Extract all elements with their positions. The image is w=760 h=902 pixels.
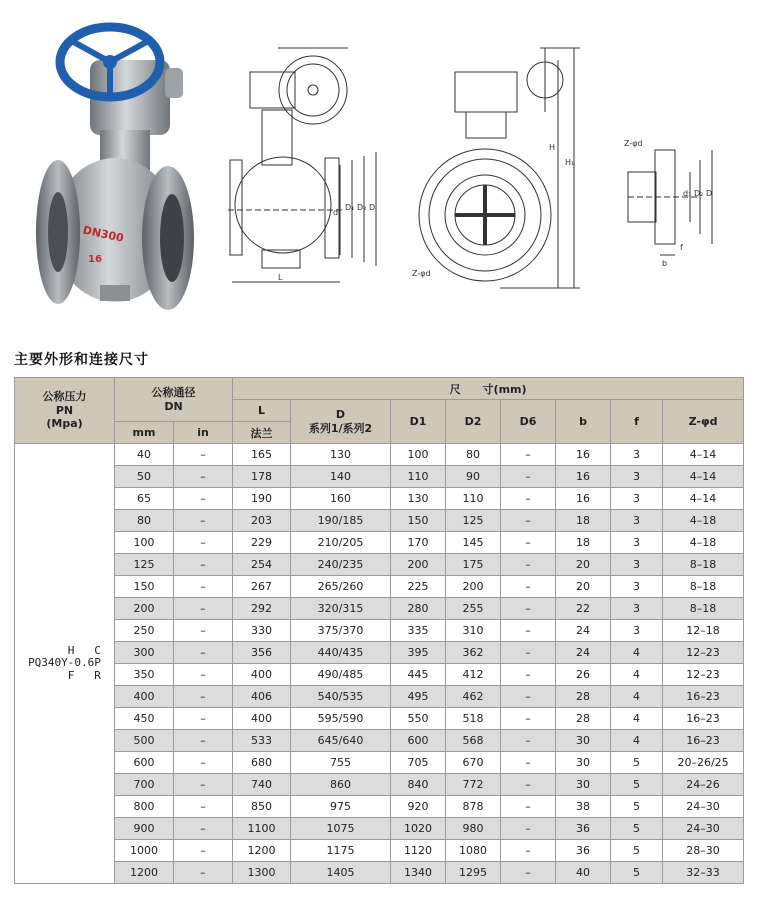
cell-d6: – — [501, 818, 556, 840]
cell-f: 3 — [611, 510, 663, 532]
cell-mm: 800 — [115, 796, 174, 818]
cell-l: 292 — [233, 598, 291, 620]
cell-in: – — [174, 642, 233, 664]
cell-d1: 705 — [391, 752, 446, 774]
model-line: PQ340Y-0.6P — [28, 656, 101, 670]
cell-l: 229 — [233, 532, 291, 554]
cell-mm: 900 — [115, 818, 174, 840]
cell-d: 860 — [291, 774, 391, 796]
cell-d1: 335 — [391, 620, 446, 642]
cell-d2: 1295 — [446, 862, 501, 884]
cell-z: 8–18 — [663, 598, 744, 620]
table-row — [15, 466, 744, 488]
cell-d6: – — [501, 730, 556, 752]
cell-mm: 350 — [115, 664, 174, 686]
cell-f: 3 — [611, 576, 663, 598]
cell-l: 533 — [233, 730, 291, 752]
cell-z: 20–26/25 — [663, 752, 744, 774]
cell-d6: – — [501, 576, 556, 598]
cell-l: 203 — [233, 510, 291, 532]
header-D2: D2 — [446, 400, 501, 444]
header-dn-mm: mm — [115, 422, 174, 444]
cell-mm: 1200 — [115, 862, 174, 884]
cell-z: 12–23 — [663, 664, 744, 686]
cell-l: 1200 — [233, 840, 291, 862]
cell-f: 5 — [611, 818, 663, 840]
cell-d6: – — [501, 774, 556, 796]
cell-z: 16–23 — [663, 708, 744, 730]
cell-z: 16–23 — [663, 686, 744, 708]
cell-d: 1175 — [291, 840, 391, 862]
cell-f: 4 — [611, 708, 663, 730]
table-row — [15, 576, 744, 598]
label-d: d — [333, 208, 339, 217]
cell-d: 755 — [291, 752, 391, 774]
cell-in: – — [174, 708, 233, 730]
cell-l: 1300 — [233, 862, 291, 884]
cell-d6: – — [501, 444, 556, 466]
cell-d1: 395 — [391, 642, 446, 664]
label-z-phi-d: Z-φd — [412, 269, 431, 278]
cell-b: 18 — [556, 532, 611, 554]
table-row — [15, 598, 744, 620]
cell-d2: 462 — [446, 686, 501, 708]
cell-l: 740 — [233, 774, 291, 796]
header-b: b — [556, 400, 611, 444]
cell-mm: 125 — [115, 554, 174, 576]
cell-in: – — [174, 466, 233, 488]
table-row — [15, 862, 744, 884]
label-flange-z-phi-d: Z-φd — [624, 139, 643, 148]
cell-in: – — [174, 554, 233, 576]
cell-f: 5 — [611, 774, 663, 796]
cell-mm: 500 — [115, 730, 174, 752]
cell-l: 267 — [233, 576, 291, 598]
cell-d6: – — [501, 466, 556, 488]
cell-f: 3 — [611, 532, 663, 554]
cell-l: 330 — [233, 620, 291, 642]
cell-f: 3 — [611, 598, 663, 620]
table-row — [15, 730, 744, 752]
cell-d2: 1080 — [446, 840, 501, 862]
header-L: L — [233, 400, 291, 422]
cell-d1: 110 — [391, 466, 446, 488]
header-dn: 公称通径 DN — [115, 378, 233, 422]
table-row — [15, 774, 744, 796]
cell-mm: 80 — [115, 510, 174, 532]
cell-z: 24–26 — [663, 774, 744, 796]
cell-d2: 125 — [446, 510, 501, 532]
cell-d1: 225 — [391, 576, 446, 598]
cell-in: – — [174, 510, 233, 532]
cell-l: 680 — [233, 752, 291, 774]
cell-d1: 200 — [391, 554, 446, 576]
cell-mm: 400 — [115, 686, 174, 708]
cell-d1: 1120 — [391, 840, 446, 862]
cell-f: 4 — [611, 664, 663, 686]
cell-d6: – — [501, 554, 556, 576]
cell-f: 4 — [611, 730, 663, 752]
cell-in: – — [174, 664, 233, 686]
dimension-table — [14, 377, 744, 884]
cell-d2: 310 — [446, 620, 501, 642]
header-D6: D6 — [501, 400, 556, 444]
cell-z: 24–30 — [663, 796, 744, 818]
cell-d1: 1340 — [391, 862, 446, 884]
table-row — [15, 840, 744, 862]
cell-d1: 495 — [391, 686, 446, 708]
cell-d1: 445 — [391, 664, 446, 686]
cell-d: 540/535 — [291, 686, 391, 708]
cell-b: 24 — [556, 620, 611, 642]
cell-in: – — [174, 598, 233, 620]
cell-b: 38 — [556, 796, 611, 818]
cell-mm: 200 — [115, 598, 174, 620]
cell-in: – — [174, 774, 233, 796]
cell-d: 595/590 — [291, 708, 391, 730]
cell-d: 140 — [291, 466, 391, 488]
cell-in: – — [174, 862, 233, 884]
cell-d: 240/235 — [291, 554, 391, 576]
cell-f: 5 — [611, 862, 663, 884]
valve-photo — [36, 27, 194, 310]
cell-b: 30 — [556, 774, 611, 796]
cell-b: 24 — [556, 642, 611, 664]
cell-in: – — [174, 730, 233, 752]
cell-in: – — [174, 840, 233, 862]
cell-b: 16 — [556, 466, 611, 488]
header-size-group: 尺 寸(mm) — [233, 378, 744, 400]
cell-d2: 412 — [446, 664, 501, 686]
cell-d6: – — [501, 488, 556, 510]
cell-d2: 110 — [446, 488, 501, 510]
cell-d1: 100 — [391, 444, 446, 466]
table-row — [15, 708, 744, 730]
cell-z: 4–18 — [663, 510, 744, 532]
table-row — [15, 686, 744, 708]
cell-b: 26 — [556, 664, 611, 686]
label-L: L — [278, 273, 283, 282]
flange-detail-drawing — [624, 139, 712, 268]
header-D: D 系列1/系列2 — [291, 400, 391, 444]
cell-l: 400 — [233, 708, 291, 730]
cell-d: 210/205 — [291, 532, 391, 554]
cell-d2: 362 — [446, 642, 501, 664]
label-flange-D2: D₂ — [694, 189, 704, 198]
label-D1: D₁ — [345, 203, 355, 212]
cell-mm: 1000 — [115, 840, 174, 862]
cell-z: 4–14 — [663, 488, 744, 510]
cell-b: 20 — [556, 576, 611, 598]
cell-l: 850 — [233, 796, 291, 818]
cell-f: 3 — [611, 466, 663, 488]
cell-d6: – — [501, 598, 556, 620]
cell-d2: 200 — [446, 576, 501, 598]
label-H1: H₁ — [565, 158, 575, 167]
table-row — [15, 444, 744, 466]
cell-z: 32–33 — [663, 862, 744, 884]
cell-z: 8–18 — [663, 576, 744, 598]
cell-z: 12–18 — [663, 620, 744, 642]
label-b: b — [662, 259, 668, 268]
cell-d1: 1020 — [391, 818, 446, 840]
cell-in: – — [174, 532, 233, 554]
label-D: D — [369, 203, 376, 212]
header-dn-in: in — [174, 422, 233, 444]
cell-z: 4–14 — [663, 466, 744, 488]
cell-z: 16–23 — [663, 730, 744, 752]
label-D2: D₂ — [357, 203, 367, 212]
header-pn: 公称压力 PN (Mpa) — [15, 378, 115, 444]
cell-d2: 518 — [446, 708, 501, 730]
cell-d2: 255 — [446, 598, 501, 620]
cell-d2: 80 — [446, 444, 501, 466]
cell-d6: – — [501, 752, 556, 774]
valve-marking-pn: 16 — [88, 254, 102, 265]
cell-z: 12–23 — [663, 642, 744, 664]
cell-b: 16 — [556, 488, 611, 510]
cell-l: 165 — [233, 444, 291, 466]
cell-in: – — [174, 576, 233, 598]
cell-f: 5 — [611, 796, 663, 818]
cell-d: 265/260 — [291, 576, 391, 598]
cell-in: – — [174, 818, 233, 840]
cell-in: – — [174, 752, 233, 774]
cell-mm: 600 — [115, 752, 174, 774]
cell-f: 3 — [611, 444, 663, 466]
table-row — [15, 554, 744, 576]
cell-mm: 250 — [115, 620, 174, 642]
cell-in: – — [174, 444, 233, 466]
cell-d6: – — [501, 708, 556, 730]
cell-in: – — [174, 488, 233, 510]
cell-d2: 772 — [446, 774, 501, 796]
model-cell — [15, 444, 115, 884]
cell-f: 3 — [611, 554, 663, 576]
table-row — [15, 752, 744, 774]
cell-d: 190/185 — [291, 510, 391, 532]
cell-b: 30 — [556, 752, 611, 774]
cell-d1: 150 — [391, 510, 446, 532]
cell-d: 490/485 — [291, 664, 391, 686]
cell-d: 645/640 — [291, 730, 391, 752]
header-f: f — [611, 400, 663, 444]
cell-z: 4–14 — [663, 444, 744, 466]
cell-in: – — [174, 796, 233, 818]
cell-b: 18 — [556, 510, 611, 532]
cell-d1: 920 — [391, 796, 446, 818]
cell-f: 4 — [611, 642, 663, 664]
label-f: f — [680, 243, 683, 252]
cell-d2: 175 — [446, 554, 501, 576]
table-row — [15, 488, 744, 510]
cell-d2: 878 — [446, 796, 501, 818]
cell-d6: – — [501, 686, 556, 708]
cell-l: 254 — [233, 554, 291, 576]
header-L-sub: 法兰 — [233, 422, 291, 444]
cell-mm: 700 — [115, 774, 174, 796]
table-row — [15, 796, 744, 818]
cell-mm: 40 — [115, 444, 174, 466]
cell-l: 1100 — [233, 818, 291, 840]
label-d1: d₁ — [683, 189, 692, 198]
header-z: Z-φd — [663, 400, 744, 444]
cell-l: 356 — [233, 642, 291, 664]
label-flange-D: D — [706, 189, 713, 198]
cell-d2: 980 — [446, 818, 501, 840]
cell-f: 5 — [611, 840, 663, 862]
table-row — [15, 510, 744, 532]
cell-z: 28–30 — [663, 840, 744, 862]
cell-z: 4–18 — [663, 532, 744, 554]
cell-d6: – — [501, 796, 556, 818]
cell-d: 160 — [291, 488, 391, 510]
cell-b: 22 — [556, 598, 611, 620]
cell-d1: 840 — [391, 774, 446, 796]
cell-d: 130 — [291, 444, 391, 466]
cell-b: 30 — [556, 730, 611, 752]
cell-mm: 300 — [115, 642, 174, 664]
cell-f: 3 — [611, 620, 663, 642]
cell-z: 8–18 — [663, 554, 744, 576]
table-row — [15, 664, 744, 686]
cell-d: 1405 — [291, 862, 391, 884]
cell-mm: 65 — [115, 488, 174, 510]
cell-f: 5 — [611, 752, 663, 774]
cell-d2: 90 — [446, 466, 501, 488]
table-row — [15, 532, 744, 554]
cell-d: 1075 — [291, 818, 391, 840]
cell-d1: 130 — [391, 488, 446, 510]
valve-marking-dn: DN300 — [81, 223, 125, 245]
cell-b: 16 — [556, 444, 611, 466]
table-row — [15, 818, 744, 840]
cell-b: 36 — [556, 818, 611, 840]
cell-d6: – — [501, 532, 556, 554]
cell-l: 400 — [233, 664, 291, 686]
side-section-drawing — [228, 48, 376, 282]
cell-b: 36 — [556, 840, 611, 862]
cell-d2: 145 — [446, 532, 501, 554]
cell-b: 28 — [556, 686, 611, 708]
cell-d2: 670 — [446, 752, 501, 774]
front-view-drawing — [412, 48, 580, 288]
header-D1: D1 — [391, 400, 446, 444]
model-line: H C — [28, 643, 101, 657]
cell-d6: – — [501, 642, 556, 664]
cell-l: 178 — [233, 466, 291, 488]
cell-d6: – — [501, 620, 556, 642]
cell-f: 3 — [611, 488, 663, 510]
cell-d1: 600 — [391, 730, 446, 752]
cell-d6: – — [501, 510, 556, 532]
cell-b: 20 — [556, 554, 611, 576]
cell-in: – — [174, 686, 233, 708]
model-line: F R — [28, 668, 101, 682]
cell-d1: 550 — [391, 708, 446, 730]
cell-f: 4 — [611, 686, 663, 708]
cell-mm: 450 — [115, 708, 174, 730]
cell-d6: – — [501, 840, 556, 862]
figures-area — [0, 0, 760, 320]
cell-l: 406 — [233, 686, 291, 708]
cell-z: 24–30 — [663, 818, 744, 840]
cell-mm: 50 — [115, 466, 174, 488]
cell-d: 975 — [291, 796, 391, 818]
label-H: H — [549, 143, 556, 152]
cell-d2: 568 — [446, 730, 501, 752]
cell-d6: – — [501, 862, 556, 884]
cell-in: – — [174, 620, 233, 642]
section-title: 主要外形和连接尺寸 — [14, 352, 149, 368]
cell-l: 190 — [233, 488, 291, 510]
table-row — [15, 620, 744, 642]
cell-b: 40 — [556, 862, 611, 884]
cell-d: 440/435 — [291, 642, 391, 664]
cell-d: 320/315 — [291, 598, 391, 620]
cell-d: 375/370 — [291, 620, 391, 642]
cell-d1: 280 — [391, 598, 446, 620]
cell-mm: 100 — [115, 532, 174, 554]
table-row — [15, 642, 744, 664]
cell-d1: 170 — [391, 532, 446, 554]
cell-mm: 150 — [115, 576, 174, 598]
cell-d6: – — [501, 664, 556, 686]
cell-b: 28 — [556, 708, 611, 730]
